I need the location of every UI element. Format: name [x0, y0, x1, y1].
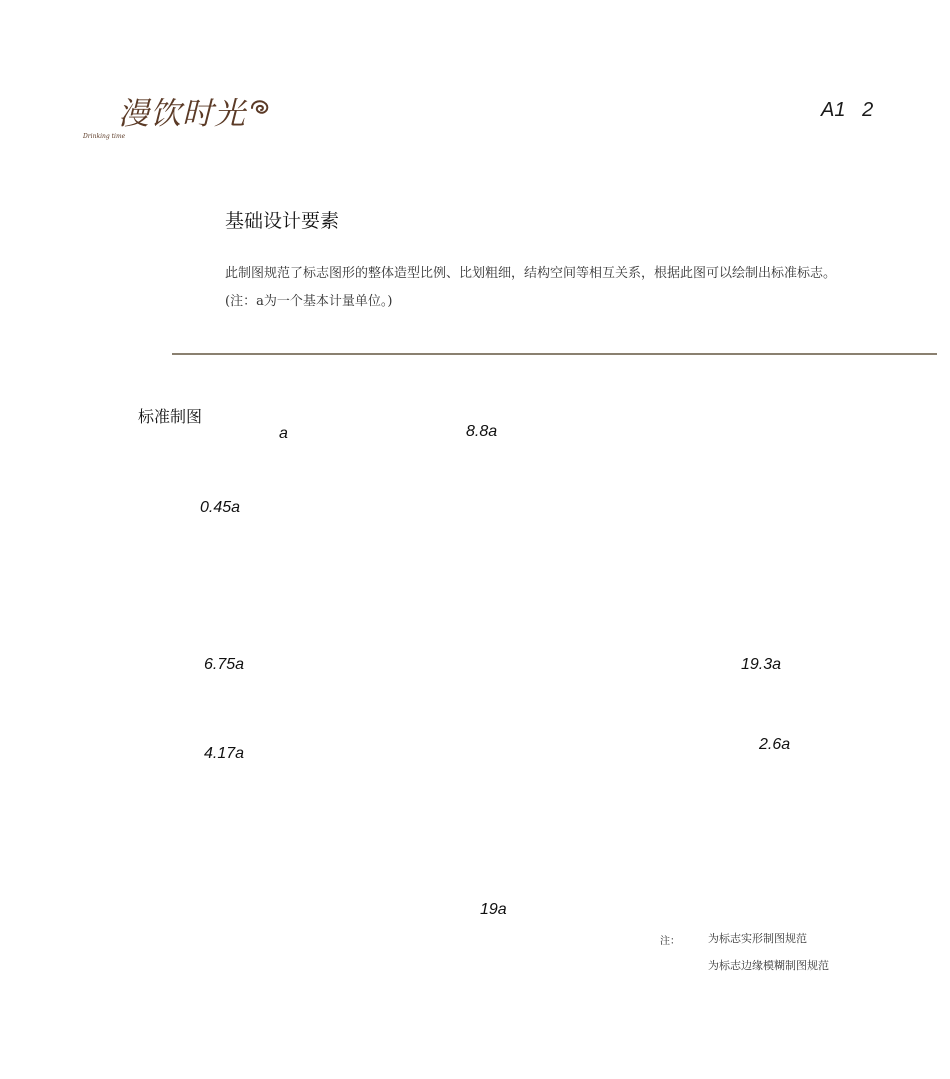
- dimension-label-a: a: [279, 425, 288, 442]
- dimension-label-2-6a: 2.6a: [759, 736, 791, 753]
- dimension-label-4-17a: 4.17a: [204, 745, 245, 762]
- dimension-label-0-45a: 0.45a: [200, 499, 241, 516]
- legend-item-solid: 为标志实形制图规范: [708, 932, 807, 945]
- section-description-note: (注：a为一个基本计量单位。): [225, 294, 393, 309]
- logo-swirl-icon: [248, 96, 272, 118]
- dimension-label-8-8a: 8.8a: [466, 423, 498, 440]
- dimension-label-6-75a: 6.75a: [204, 656, 245, 673]
- legend-item-blurred: 为标志边缘模糊制图规范: [708, 959, 829, 972]
- logo-wordmark: 漫饮时光: [118, 96, 246, 132]
- drawing-title: 标准制图: [138, 409, 203, 426]
- dimension-label-19-3a: 19.3a: [741, 656, 782, 673]
- page-code: A1 2: [821, 99, 874, 121]
- legend-note-label: 注：: [660, 936, 680, 947]
- section-description: 此制图规范了标志图形的整体造型比例、比划粗细，结构空间等相互关系，根据此图可以绘制出标准标志。: [225, 266, 837, 281]
- section-divider: [172, 353, 937, 355]
- logo-tagline: Drinking time: [83, 133, 126, 140]
- dimension-label-19a: 19a: [480, 901, 507, 918]
- section-title: 基础设计要素: [225, 211, 340, 232]
